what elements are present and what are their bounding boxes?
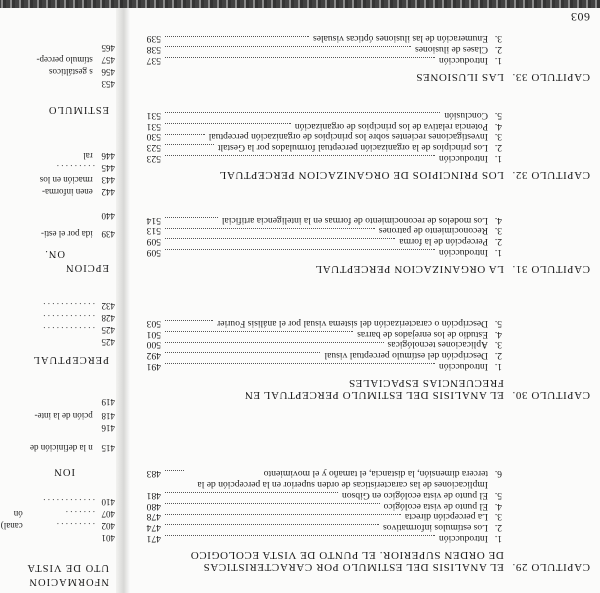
toc-entry: 5. Descripción o caracterización del sistema visual por el análisis Fourier 503 — [146, 317, 502, 329]
left-page-fragment — [0, 0, 115, 593]
left-toc-row: 407. . . . . . . ón — [13, 509, 115, 519]
scan-edge-artifact — [0, 0, 600, 8]
toc-entry: 1. Introducción 491 — [146, 361, 502, 372]
left-toc-row: 402. . . . . . . . . canal) — [0, 521, 115, 531]
chapter-label: CAPITULO 29. — [511, 561, 590, 573]
left-toc-row: 416 — [101, 423, 115, 433]
left-toc-row: 445. . . . . . . . . — [56, 163, 115, 173]
left-toc-row: 446 ral — [83, 151, 115, 161]
left-toc-row: 442 enen informa- — [42, 187, 115, 197]
left-toc-row: 419 — [101, 397, 115, 407]
chapter-31 — [135, 214, 590, 275]
left-toc-row: 432. . . . . . . . . . . . — [43, 301, 115, 311]
chapter-title: LOS PRINCIPIOS DE ORGANIZACION PERCEPTUAL — [218, 169, 504, 181]
toc-list — [135, 214, 590, 257]
left-toc-row: 443 rmación en los — [39, 175, 115, 185]
left-heading-line: ON. — [44, 248, 65, 259]
left-heading-line: ESTIMULO — [47, 104, 109, 115]
toc-entry: 2. Descripción del estímulo perceptual visual 492 — [146, 350, 502, 362]
toc-list — [135, 317, 590, 371]
toc-entry: 1. Introducción 509 — [146, 247, 502, 258]
left-toc-row: 456 s gestálticos — [49, 67, 115, 77]
left-toc-row: 425 — [101, 337, 115, 347]
toc-entry: 1. Introducción 471 — [146, 533, 502, 544]
toc-list — [135, 33, 590, 65]
toc-entry: 3. Investigaciones recientes sobre los principios de organización perceptual 530 — [146, 131, 502, 143]
toc-entry: 2. Clases de ilusiones 538 — [146, 44, 502, 56]
left-toc-row: 415 n la definición de — [30, 443, 115, 453]
toc-entry: 6. Implicaciones de las características de orden superior en la percepción de la tercera dimensión, la distancia, el tamaño y el movimiento 483 — [146, 468, 502, 491]
toc-entry: 4. Estudio de los enrejados de barras 501 — [146, 328, 502, 340]
toc-entry: 5. Conclusión 531 — [146, 109, 502, 121]
chapter-title: LAS ILUSIONES — [415, 71, 504, 83]
left-toc-row: 418 pción de la inte- — [34, 411, 115, 421]
left-toc-row: 428. . . . . . . . . . . . — [43, 313, 115, 323]
chapter-label: CAPITULO 30. — [511, 389, 590, 401]
left-heading-line: ION — [53, 466, 75, 477]
left-heading-line: PERCEPTUAL — [32, 354, 109, 365]
toc-entry: 3. Reconocimiento de patrones 513 — [146, 225, 502, 237]
left-heading-line: EPCION — [65, 262, 109, 273]
left-toc-row: 410. . . . . . . . . . . . — [43, 497, 115, 507]
chapter-label: CAPITULO 31. — [511, 263, 590, 275]
left-toc-row: 440 — [101, 211, 115, 221]
toc-entry: 4. Los modelos de reconocimiento de formas en la inteligencia artificial 514 — [146, 214, 502, 226]
book-gutter — [116, 0, 130, 593]
chapter-title: LA ORGANIZACION PERCEPTUAL — [314, 263, 504, 275]
chapter-label: CAPITULO 33. — [511, 71, 590, 83]
chapter-33 — [135, 33, 590, 83]
toc-entry: 2. Los estímulos informativos 474 — [146, 522, 502, 534]
toc-entry: 5. El punto de vista ecológico en Gibson 481 — [146, 489, 502, 501]
toc-list — [135, 109, 590, 163]
toc-entry: 3. La percepción directa 478 — [146, 511, 502, 523]
left-toc-row: 465 — [101, 43, 115, 53]
chapter-title: EL ANALISIS DEL ESTIMULO PERCEPTUAL EN FRECUENCIAS ESPACIALES — [244, 377, 504, 401]
left-toc-row: 453 — [101, 79, 115, 89]
toc-entry: 2. Percepción de la forma 509 — [146, 236, 502, 248]
chapter-title: EL ANALISIS DEL ESTIMULO POR CARACTERISTICAS DE ORDEN SUPERIOR. EL PUNTO DE VISTA ECOLOGICO — [190, 549, 504, 573]
chapter-label: CAPITULO 32. — [511, 169, 590, 181]
left-toc-row: 425. . . . . . . . . . . . — [43, 325, 115, 335]
toc-entry: 1. Introducción 523 — [146, 153, 502, 164]
toc-entry: 4. El punto de vista ecológico 480 — [146, 500, 502, 512]
toc-entry: 4. Potencia relativa de los principios de organización 531 — [146, 120, 502, 132]
chapter-32 — [135, 109, 590, 181]
left-heading-line: UTO DE VISTA — [26, 562, 109, 573]
left-toc-row: 457 stímulo percep- — [36, 55, 115, 65]
page-number: 603 — [570, 10, 590, 24]
left-toc-row: 401 — [101, 533, 115, 543]
toc-page — [135, 0, 590, 593]
left-toc-row: 439 ida por el esti- — [41, 229, 115, 239]
toc-entry: 3. Enumeración de las ilusiones ópticas visuales 539 — [146, 33, 502, 45]
toc-entry: 2. Los principios de la organización perceptual formulados por la Gestalt 523 — [146, 142, 502, 154]
toc-entry: 3. Aplicaciones tecnológicas 500 — [146, 339, 502, 351]
left-heading-line: NFORMACION — [28, 576, 109, 587]
toc-entry: 1. Introducción 537 — [146, 55, 502, 66]
chapter-30 — [135, 317, 590, 401]
toc-list — [135, 467, 590, 543]
chapter-29 — [135, 467, 590, 573]
